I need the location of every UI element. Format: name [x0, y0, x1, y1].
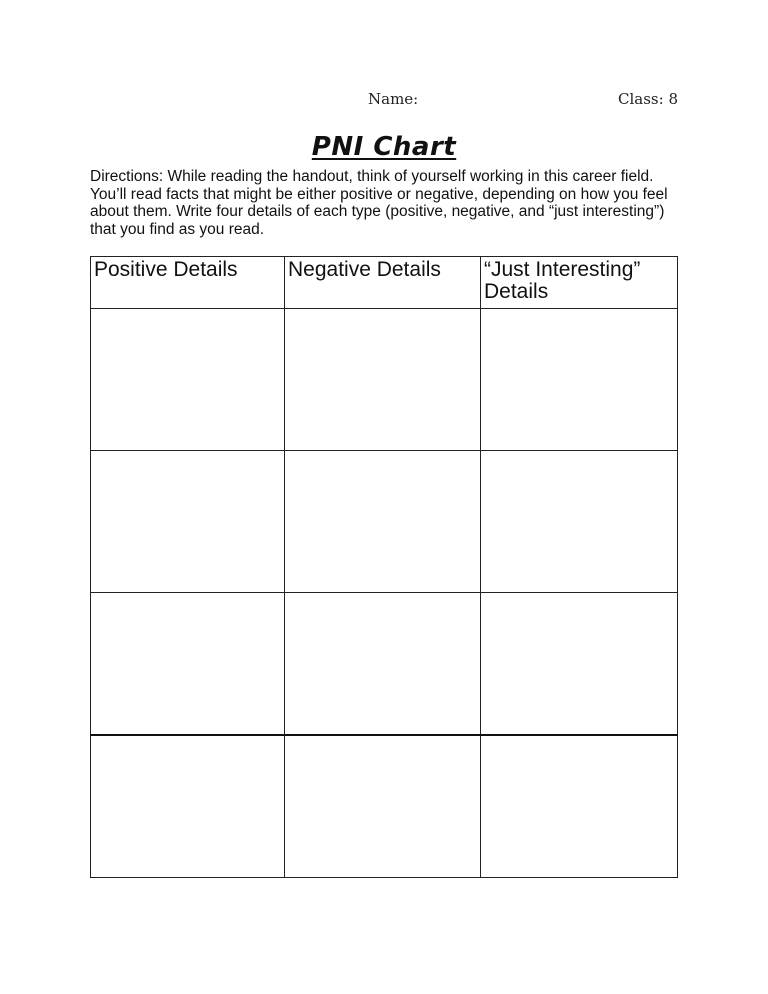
cell-positive[interactable] — [91, 309, 285, 451]
column-header-positive: Positive Details — [91, 257, 285, 309]
table-row — [91, 309, 678, 451]
table-row — [91, 451, 678, 593]
table-row — [91, 593, 678, 736]
column-header-negative: Negative Details — [285, 257, 481, 309]
pni-table — [90, 256, 678, 878]
cell-negative[interactable] — [285, 451, 481, 593]
name-label: Name: — [368, 90, 419, 108]
cell-negative[interactable] — [285, 735, 481, 878]
table-header-row — [91, 257, 678, 309]
page-title-text: PNI Chart — [311, 132, 457, 162]
cell-positive[interactable] — [91, 735, 285, 878]
cell-interesting[interactable] — [481, 735, 678, 878]
class-label: Class: 8 — [618, 90, 678, 108]
column-header-interesting: “Just Interesting” Details — [481, 257, 678, 309]
cell-interesting[interactable] — [481, 593, 678, 736]
directions-text: Directions: While reading the handout, think of yourself working in this career field. You’ll read facts that might be either positive or negative, depending on how you feel about them. Write four details of each type (positive, negative, and “just interesting”) that you find as you read. — [90, 168, 668, 238]
cell-positive[interactable] — [91, 593, 285, 736]
page-title — [0, 132, 768, 162]
cell-interesting[interactable] — [481, 309, 678, 451]
cell-interesting[interactable] — [481, 451, 678, 593]
cell-negative[interactable] — [285, 593, 481, 736]
cell-positive[interactable] — [91, 451, 285, 593]
cell-negative[interactable] — [285, 309, 481, 451]
table-row — [91, 735, 678, 878]
